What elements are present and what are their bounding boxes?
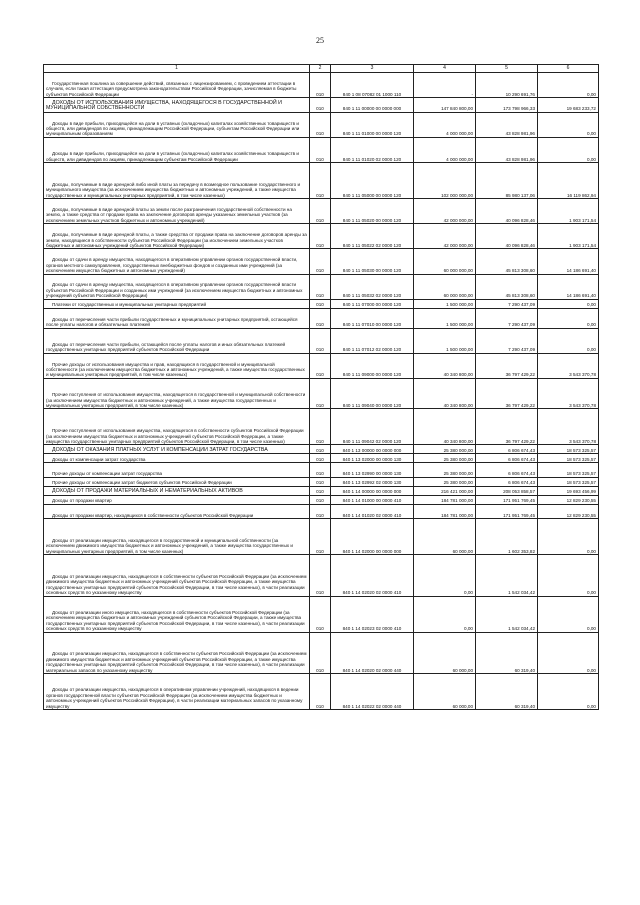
remainder-amount-cell: 0,00	[538, 137, 599, 162]
remainder-amount-cell: 3 543 370,78	[538, 378, 599, 409]
approved-amount-cell: 25 380 000,00	[414, 445, 476, 454]
remainder-amount-cell: 0,00	[538, 596, 599, 632]
section-row	[44, 445, 599, 454]
remainder-amount-cell: 0,00	[538, 555, 599, 596]
executed-amount-cell: 6 806 674,43	[476, 477, 538, 486]
row-code-cell: 010	[310, 409, 331, 445]
budget-classification-code-cell: 840 1 11 01000 00 0000 120	[331, 112, 414, 137]
approved-amount-cell: 1 500 000,00	[414, 328, 476, 353]
row-code-cell: 010	[310, 477, 331, 486]
executed-amount-cell: 7 290 437,09	[476, 308, 538, 328]
budget-classification-code-cell: 840 1 11 05030 00 0000 120	[331, 249, 414, 274]
remainder-amount-cell: 0,00	[538, 632, 599, 673]
row-name-text: Доходы от реализации имущества, находящегося в государственной и муниципальной собственности (за исключением движимого имущества бюджетных и автономных учреждений, а также имущества государственных и муниципальных унитарных предприятий, в том числе казенных)	[46, 538, 293, 554]
table-row	[44, 495, 599, 504]
budget-classification-code-cell: 840 1 11 07000 00 0000 120	[331, 299, 414, 308]
approved-amount-cell: 147 840 800,00	[414, 98, 476, 112]
row-code-cell: 010	[310, 445, 331, 454]
table-row	[44, 353, 599, 378]
budget-classification-code-cell: 840 1 14 01020 02 0000 410	[331, 504, 414, 518]
approved-amount-cell: 184 781 000,00	[414, 504, 476, 518]
table-row	[44, 454, 599, 463]
approved-amount-cell: 0,00	[414, 555, 476, 596]
executed-amount-cell: 85 980 137,06	[476, 162, 538, 198]
row-name-text: Платежи от государственных и муниципальных унитарных предприятий	[52, 302, 207, 308]
executed-amount-cell: 1 602 353,82	[476, 519, 538, 555]
budget-classification-code-cell: 840 1 13 02990 00 0000 130	[331, 463, 414, 477]
row-name-text: Прочие поступления от использования имущества, находящегося в собственности субъектов Российской Федерации (за исключением имущества бюджетных и автономных учреждений субъектов Российской Федерации, а также имущества государственных унитарных предприятий субъектов Российской Федерации, в том числе казенных)	[46, 428, 304, 445]
row-code-cell: 010	[310, 198, 331, 223]
budget-classification-code-cell: 840 1 14 01000 00 0000 410	[331, 495, 414, 504]
remainder-amount-cell: 14 186 691,40	[538, 274, 599, 299]
row-name-text: ДОХОДЫ ОТ ИСПОЛЬЗОВАНИЯ ИМУЩЕСТВА, НАХОДЯЩЕГОСЯ В ГОСУДАРСТВЕННОЙ И МУНИЦИПАЛЬНОЙ СОБСТВЕННОСТИ	[46, 99, 282, 112]
row-code-cell: 010	[310, 486, 331, 495]
budget-classification-code-cell: 840 1 13 02000 00 0000 130	[331, 454, 414, 463]
approved-amount-cell: 216 421 000,00	[414, 486, 476, 495]
approved-amount-cell: 60 000,00	[414, 519, 476, 555]
row-name-text: Прочие поступления от использования имущества, находящегося в государственной и муниципальной собственности (за исключением имущества бюджетных и автономных учреждений, а также имущества государственных и муниципальных унитарных предприятий, в том числе казенных)	[46, 392, 306, 409]
row-code-cell: 010	[310, 555, 331, 596]
row-name-cell	[44, 504, 310, 518]
executed-amount-cell: 173 798 966,33	[476, 98, 538, 112]
row-name-cell	[44, 198, 310, 223]
table-row	[44, 299, 599, 308]
row-name-cell	[44, 477, 310, 486]
approved-amount-cell: 4 000 000,00	[414, 112, 476, 137]
row-name-text: Прочие доходы от использования имущества и прав, находящихся в государственной и муниципальной собственности (за исключением имущества бюджетных и автономных учреждений, а также имущества государственных и муниципальных унитарных предприятий, в том числе казенных)	[46, 361, 305, 378]
row-code-cell: 010	[310, 274, 331, 299]
row-name-cell	[44, 274, 310, 299]
executed-amount-cell: 43 828 981,96	[476, 137, 538, 162]
approved-amount-cell: 40 340 800,00	[414, 353, 476, 378]
approved-amount-cell: 60 000,00	[414, 632, 476, 673]
row-code-cell: 010	[310, 504, 331, 518]
row-name-cell	[44, 674, 310, 710]
table-row	[44, 477, 599, 486]
remainder-amount-cell: 0,00	[538, 328, 599, 353]
row-name-text: Доходы от реализации имущества, находящегося в оперативном управлении учреждений, находящихся в ведении органов государственной власти субъектов Российской Федерации (за исключением имущества бюджетных и автономных учреждений субъектов Российской Федерации), в части реализации материальных запасов по указанному имуществу	[46, 687, 303, 709]
row-name-cell	[44, 378, 310, 409]
table-row	[44, 463, 599, 477]
row-code-cell: 010	[310, 328, 331, 353]
budget-classification-code-cell: 840 1 11 05032 02 0000 120	[331, 274, 414, 299]
executed-amount-cell: 7 290 437,09	[476, 328, 538, 353]
budget-table	[43, 64, 599, 710]
row-name-cell	[44, 137, 310, 162]
row-code-cell: 010	[310, 137, 331, 162]
approved-amount-cell: 1 500 000,00	[414, 299, 476, 308]
executed-amount-cell: 208 053 858,57	[476, 486, 538, 495]
table-row	[44, 249, 599, 274]
approved-amount-cell: 60 000 000,00	[414, 249, 476, 274]
approved-amount-cell: -	[414, 73, 476, 98]
executed-amount-cell: 36 797 429,22	[476, 378, 538, 409]
row-name-text: Доходы в виде прибыли, приходящейся на доли в уставных (складочных) капиталах хозяйственных товариществ и обществ, или дивидендов по акциям, принадлежащим Российской Федерации, субъектам Российской Федерации или муниципальным образованиям	[46, 120, 300, 137]
table-row	[44, 378, 599, 409]
row-name-text: Доходы, получаемые в виде арендной платы за земли после разграничения государственной собственности на землю, а также средства от продажи права на заключение договоров аренды указанных земельных участков (за исключением земельных участков бюджетных и автономных учреждений)	[46, 206, 292, 223]
executed-amount-cell: 1 542 034,42	[476, 555, 538, 596]
row-name-cell	[44, 98, 310, 112]
row-name-text: ДОХОДЫ ОТ ПРОДАЖИ МАТЕРИАЛЬНЫХ И НЕМАТЕРИАЛЬНЫХ АКТИВОВ	[52, 488, 243, 495]
budget-classification-code-cell: 840 1 11 09000 00 0000 120	[331, 353, 414, 378]
row-code-cell: 010	[310, 98, 331, 112]
remainder-amount-cell: 19 693 456,99	[538, 486, 599, 495]
remainder-amount-cell: 12 829 230,55	[538, 495, 599, 504]
budget-classification-code-cell: 840 1 11 09042 02 0000 120	[331, 409, 414, 445]
row-code-cell: 010	[310, 308, 331, 328]
row-name-cell	[44, 519, 310, 555]
remainder-amount-cell: 1 903 171,54	[538, 198, 599, 223]
row-code-cell: 010	[310, 519, 331, 555]
row-name-text: Доходы, получаемые в виде арендной платы, а также средства от продажи права на заключение договоров аренды за земли, находящиеся в собственности субъектов Российской Федерации (за исключением земельных участков бюджетных и автономных учреждений субъектов Российской Федерации)	[46, 232, 307, 248]
executed-amount-cell: 45 813 308,60	[476, 249, 538, 274]
remainder-amount-cell: 0,00	[538, 73, 599, 98]
column-number-header: 5	[476, 65, 538, 73]
executed-amount-cell: 10 290 691,76	[476, 73, 538, 98]
approved-amount-cell: 42 000 000,00	[414, 224, 476, 249]
budget-classification-code-cell: 840 1 14 02020 02 0000 440	[331, 632, 414, 673]
approved-amount-cell: 0,00	[414, 596, 476, 632]
remainder-amount-cell: 0,00	[538, 674, 599, 710]
executed-amount-cell: 45 813 308,60	[476, 274, 538, 299]
approved-amount-cell: 25 380 000,00	[414, 463, 476, 477]
executed-amount-cell: 60 319,40	[476, 674, 538, 710]
table-header-row	[44, 65, 599, 73]
row-name-text: Прочие доходы от компенсации затрат государства	[52, 471, 163, 477]
table-row	[44, 674, 599, 710]
approved-amount-cell: 25 380 000,00	[414, 477, 476, 486]
table-row	[44, 519, 599, 555]
table-row	[44, 632, 599, 673]
section-row	[44, 486, 599, 495]
table-row	[44, 73, 599, 98]
row-name-cell	[44, 495, 310, 504]
table-row	[44, 112, 599, 137]
budget-classification-code-cell: 840 1 11 05020 00 0000 120	[331, 198, 414, 223]
executed-amount-cell: 1 542 034,42	[476, 596, 538, 632]
executed-amount-cell: 36 797 429,22	[476, 353, 538, 378]
column-number-header: 1	[44, 65, 310, 73]
row-name-text: Доходы, получаемые в виде арендной либо иной платы за передачу в возмездное пользование государственного и муниципального имущества (за исключением имущества бюджетных и автономных учреждений, а также имущества государственных и муниципальных унитарных предприятий, в том числе казенных)	[46, 181, 301, 198]
row-name-cell	[44, 299, 310, 308]
approved-amount-cell: 1 500 000,00	[414, 308, 476, 328]
row-name-text: Доходы от продажи квартир	[52, 498, 112, 504]
remainder-amount-cell: 18 573 325,57	[538, 463, 599, 477]
remainder-amount-cell: 14 186 691,40	[538, 249, 599, 274]
remainder-amount-cell: 12 829 230,55	[538, 504, 599, 518]
table-row	[44, 274, 599, 299]
row-name-cell	[44, 555, 310, 596]
budget-classification-code-cell: 840 1 13 02992 02 0000 130	[331, 477, 414, 486]
row-name-text: Доходы от реализации имущества, находящегося в собственности субъектов Российской Федерации (за исключением движимого имущества бюджетных и автономных учреждений субъектов Российской Федерации, а также имущества государственных унитарных предприятий субъектов Российской Федерации, в том числе казенных), в части реализации основных средств по указанному имуществу	[46, 574, 307, 596]
row-name-cell	[44, 596, 310, 632]
row-name-text: ДОХОДЫ ОТ ОКАЗАНИЯ ПЛАТНЫХ УСЛУГ И КОМПЕНСАЦИИ ЗАТРАТ ГОСУДАРСТВА	[52, 447, 268, 454]
remainder-amount-cell: 1 903 171,54	[538, 224, 599, 249]
budget-classification-code-cell: 840 1 14 00000 00 0000 000	[331, 486, 414, 495]
budget-classification-code-cell: 840 1 11 00000 00 0000 000	[331, 98, 414, 112]
row-name-cell	[44, 353, 310, 378]
remainder-amount-cell: 3 543 370,78	[538, 353, 599, 378]
column-number-header: 3	[331, 65, 414, 73]
row-code-cell: 010	[310, 73, 331, 98]
row-name-cell	[44, 249, 310, 274]
table-row	[44, 198, 599, 223]
row-name-text: Доходы от перечисления части прибыли, остающейся после уплаты налогов и иных обязательных платежей государственных унитарных предприятий субъектов Российской Федерации	[46, 341, 286, 353]
row-name-cell	[44, 463, 310, 477]
row-name-text: Доходы от сдачи в аренду имущества, находящегося в оперативном управлении органов государственной власти субъектов Российской Федерации и созданных ими учреждений (за исключением имущества бюджетных и автономных учреждений субъектов Российской Федерации)	[46, 282, 303, 299]
row-name-text: Государственная пошлина за совершение действий, связанных с лицензированием, с проведением аттестации в случаях, если такая аттестация предусмотрена законодательством Российской Федерации, зачисляемая в бюджеты субъектов Российской Федерации	[46, 80, 297, 97]
table-row	[44, 224, 599, 249]
row-code-cell: 010	[310, 112, 331, 137]
approved-amount-cell: 40 340 800,00	[414, 409, 476, 445]
row-name-text: Доходы от реализации имущества, находящегося в собственности субъектов Российской Федерации (за исключением движимого имущества бюджетных и автономных учреждений субъектов Российской Федерации, а также имущества государственных унитарных предприятий субъектов Российской Федерации, в том числе казенных), в части реализации материальных запасов по указанному имуществу	[46, 651, 307, 673]
row-name-cell	[44, 328, 310, 353]
remainder-amount-cell: 18 573 325,57	[538, 477, 599, 486]
table-row	[44, 137, 599, 162]
table-row	[44, 328, 599, 353]
table-row	[44, 162, 599, 198]
page-number: 25	[316, 36, 324, 45]
approved-amount-cell: 60 000,00	[414, 674, 476, 710]
approved-amount-cell: 184 781 000,00	[414, 495, 476, 504]
row-name-cell	[44, 308, 310, 328]
column-number-header: 4	[414, 65, 476, 73]
row-code-cell: 010	[310, 299, 331, 308]
remainder-amount-cell: 19 683 233,72	[538, 98, 599, 112]
row-name-cell	[44, 445, 310, 454]
table-row	[44, 308, 599, 328]
row-name-cell	[44, 454, 310, 463]
executed-amount-cell: 40 096 828,46	[476, 224, 538, 249]
row-name-text: Доходы в виде прибыли, приходящейся на доли в уставных (складочных) капиталах хозяйственных товариществ и обществ, или дивидендов по акциям, принадлежащим субъектам Российской Федерации	[46, 151, 299, 162]
executed-amount-cell: 40 096 828,46	[476, 198, 538, 223]
budget-classification-code-cell: 840 1 08 07082 01 1000 110	[331, 73, 414, 98]
table-row	[44, 409, 599, 445]
budget-classification-code-cell: 840 1 11 07010 00 0000 120	[331, 308, 414, 328]
executed-amount-cell: 6 806 674,43	[476, 445, 538, 454]
row-name-cell	[44, 486, 310, 495]
row-name-text: Доходы от перечисления части прибыли государственных и муниципальных унитарных предприятий, остающейся после уплаты налогов и обязательных платежей	[46, 316, 298, 328]
approved-amount-cell: 42 000 000,00	[414, 198, 476, 223]
row-code-cell: 010	[310, 162, 331, 198]
remainder-amount-cell: 18 573 325,57	[538, 454, 599, 463]
remainder-amount-cell: 18 573 325,57	[538, 445, 599, 454]
section-row	[44, 98, 599, 112]
budget-classification-code-cell: 840 1 13 00000 00 0000 000	[331, 445, 414, 454]
row-code-cell: 010	[310, 224, 331, 249]
approved-amount-cell: 60 000 000,00	[414, 274, 476, 299]
row-name-cell	[44, 409, 310, 445]
remainder-amount-cell: 0,00	[538, 299, 599, 308]
row-name-cell	[44, 162, 310, 198]
column-number-header: 6	[538, 65, 599, 73]
remainder-amount-cell: 0,00	[538, 112, 599, 137]
budget-classification-code-cell: 840 1 14 02000 00 0000 000	[331, 519, 414, 555]
row-code-cell: 010	[310, 632, 331, 673]
executed-amount-cell: 171 951 769,45	[476, 495, 538, 504]
row-code-cell: 010	[310, 378, 331, 409]
column-number-header: 2	[310, 65, 331, 73]
row-name-text: Доходы от компенсации затрат государства	[52, 457, 146, 463]
table-row	[44, 555, 599, 596]
row-name-text: Доходы от реализации иного имущества, находящегося в собственности субъектов Российской Федерации (за исключением имущества бюджетных и автономных учреждений субъектов Российской Федерации, а также имущества государственных унитарных предприятий субъектов Российской Федерации, в том числе казенных), в части реализации основных средств по указанному имуществу	[46, 610, 305, 632]
approved-amount-cell: 102 000 000,00	[414, 162, 476, 198]
table-row	[44, 596, 599, 632]
budget-classification-code-cell: 840 1 11 05022 02 0000 120	[331, 224, 414, 249]
row-name-cell	[44, 632, 310, 673]
remainder-amount-cell: 0,00	[538, 308, 599, 328]
table-row	[44, 504, 599, 518]
row-code-cell: 010	[310, 596, 331, 632]
budget-classification-code-cell: 840 1 14 02020 02 0000 410	[331, 555, 414, 596]
executed-amount-cell: 7 290 437,09	[476, 299, 538, 308]
row-code-cell: 010	[310, 463, 331, 477]
row-name-cell	[44, 224, 310, 249]
budget-classification-code-cell: 840 1 11 05000 00 0000 120	[331, 162, 414, 198]
row-name-text: Прочие доходы от компенсации затрат бюджетов субъектов Российской Федерации	[52, 480, 232, 486]
budget-classification-code-cell: 840 1 14 02023 02 0000 410	[331, 596, 414, 632]
budget-classification-code-cell: 840 1 11 09040 00 0000 120	[331, 378, 414, 409]
remainder-amount-cell: 0,00	[538, 519, 599, 555]
approved-amount-cell: 25 380 000,00	[414, 454, 476, 463]
row-name-cell	[44, 73, 310, 98]
remainder-amount-cell: 3 543 370,78	[538, 409, 599, 445]
executed-amount-cell: 60 319,40	[476, 632, 538, 673]
row-code-cell: 010	[310, 454, 331, 463]
row-code-cell: 010	[310, 249, 331, 274]
row-code-cell: 010	[310, 495, 331, 504]
executed-amount-cell: 43 828 981,96	[476, 112, 538, 137]
row-name-cell	[44, 112, 310, 137]
executed-amount-cell: 36 797 429,22	[476, 409, 538, 445]
row-code-cell: 010	[310, 353, 331, 378]
executed-amount-cell: 6 806 674,43	[476, 463, 538, 477]
executed-amount-cell: 6 806 674,43	[476, 454, 538, 463]
approved-amount-cell: 40 340 800,00	[414, 378, 476, 409]
row-name-text: Доходы от продажи квартир, находящихся в собственности субъектов Российской Федерации	[52, 512, 254, 518]
budget-classification-code-cell: 840 1 11 07012 02 0000 120	[331, 328, 414, 353]
row-name-text: Доходы от сдачи в аренду имущества, находящегося в оперативном управлении органов государственной власти, органов местного самоуправления, государственных внебюджетных фондов и созданных ими учреждений (за исключением имущества бюджетных и автономных учреждений)	[46, 257, 298, 274]
row-code-cell: 010	[310, 674, 331, 710]
approved-amount-cell: 4 000 000,00	[414, 137, 476, 162]
remainder-amount-cell: 16 119 862,94	[538, 162, 599, 198]
budget-classification-code-cell: 840 1 14 02022 02 0000 440	[331, 674, 414, 710]
executed-amount-cell: 171 951 769,45	[476, 504, 538, 518]
budget-classification-code-cell: 840 1 11 01020 02 0000 120	[331, 137, 414, 162]
